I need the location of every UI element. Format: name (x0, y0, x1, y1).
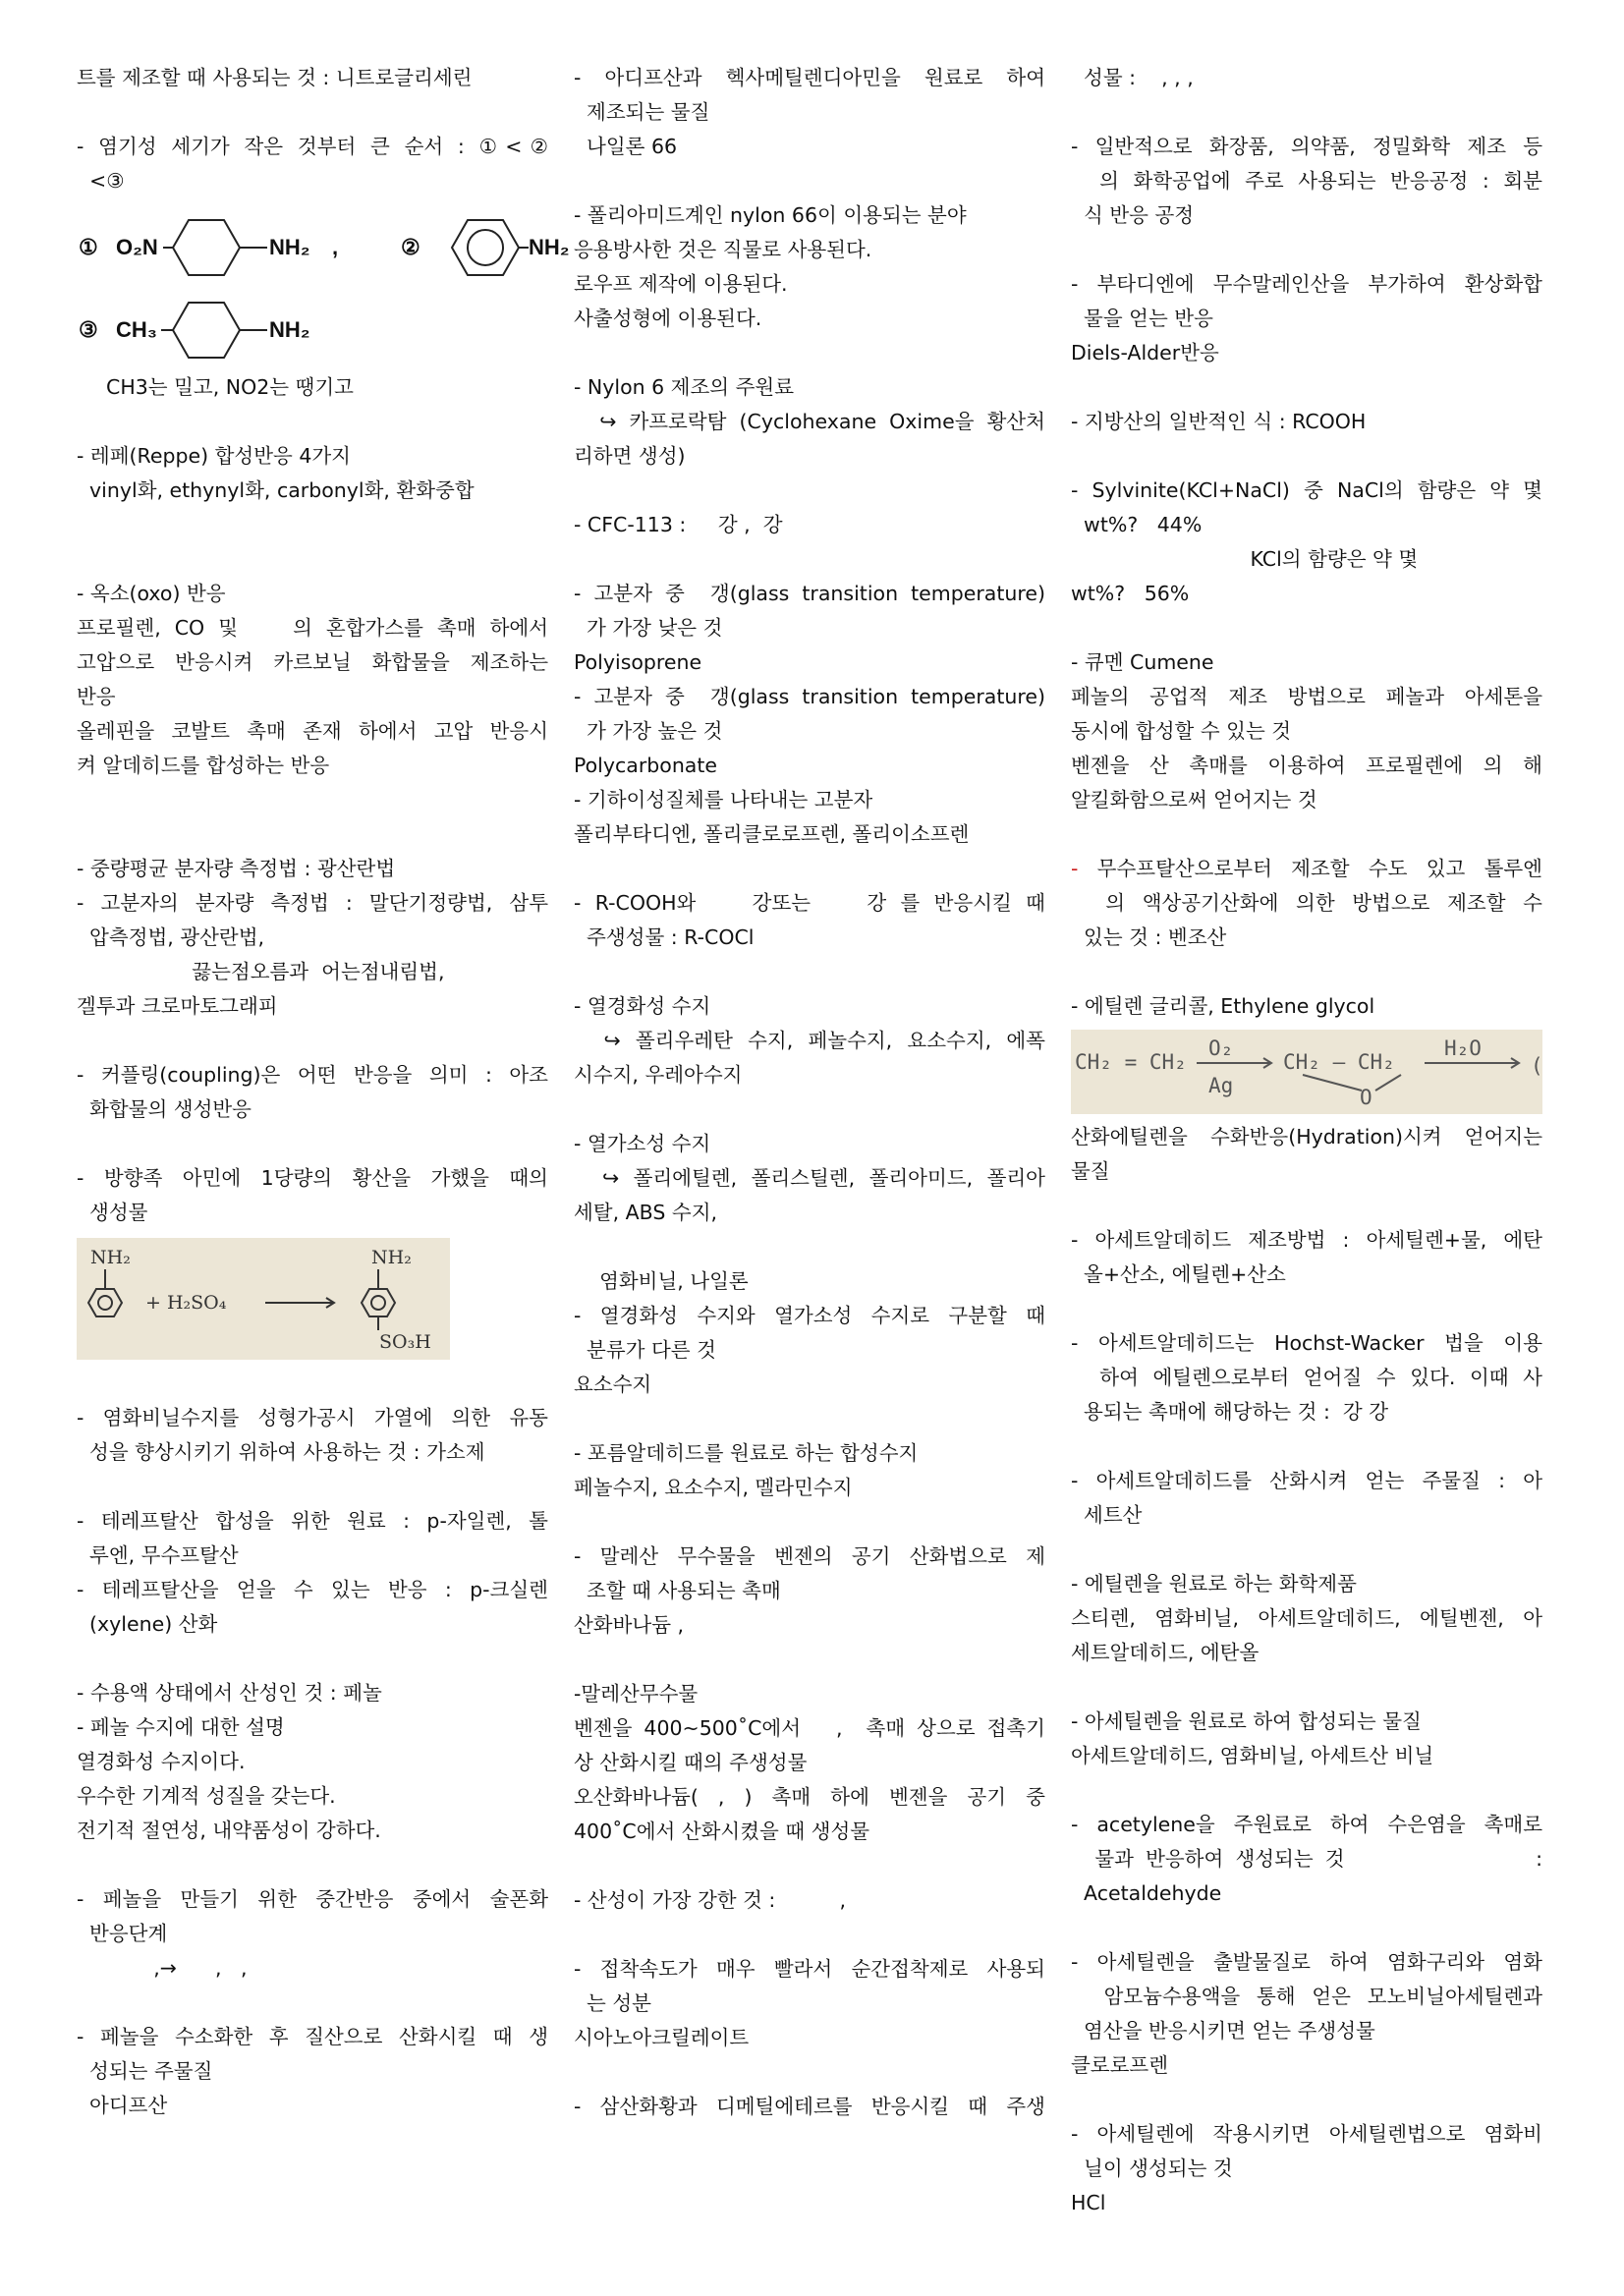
group-nh2-3: NH₂ (269, 317, 310, 342)
note-cfc113 (574, 508, 1045, 542)
note-hochst-wacker (1071, 1326, 1542, 1429)
note-hydration (1071, 1120, 1542, 1189)
text-line: HCl (1071, 2191, 1106, 2214)
note-nylon66 (574, 61, 1045, 164)
text-line (1071, 852, 1542, 886)
paren: ( (1531, 1054, 1542, 1078)
text-line: 주생성물 : R-COCl (574, 925, 755, 949)
text-line: 켜 알데히드를 합성하는 반응 (77, 754, 330, 777)
text-line: 의 화학공업에 주로 사용되는 반응공정 : 회분 (1071, 169, 1542, 193)
text-line: 성물 : , , , (1071, 66, 1194, 89)
text-line: - 에틸렌을 원료로 하는 화학제품 (1071, 1572, 1357, 1596)
text-line: 조할 때 사용되는 촉매 (574, 1579, 781, 1602)
text-line: 화합물의 생성반응 (77, 1097, 252, 1121)
note-diels-alder (1071, 267, 1542, 370)
text-line (574, 1230, 1045, 1264)
red-dash: - (1071, 857, 1079, 880)
note-terephthalic-acid (77, 1504, 548, 1642)
benzene-ring-1 (173, 220, 240, 275)
text-line: - 방향족 아민에 1당량의 황산을 가했을 때의 (77, 1166, 548, 1190)
sulfonation-reaction-figure (77, 1238, 548, 1360)
text-line: - 아세틸렌을 출발물질로 하여 염화구리와 염화 (1071, 1950, 1542, 1974)
text-line: 클로로프렌 (1071, 2053, 1169, 2077)
text-line: 가 가장 높은 것 (574, 719, 723, 743)
note-push-pull (77, 370, 548, 405)
text-line: -말레산무수물 (574, 1682, 699, 1706)
text-line: 반응단계 (77, 1922, 168, 1945)
text-line: 로우프 제작에 이용된다. (574, 272, 788, 296)
group-ch3: CH₃ (116, 317, 157, 342)
ethylene: CH₂ = CH₂ (1075, 1050, 1187, 1074)
note-glass-transition (574, 577, 1045, 852)
note-oxo-reaction (77, 577, 548, 783)
text-line: - 중량평균 분자량 측정법 : 광산란법 (77, 857, 396, 880)
text-line: wt%? 56% (1071, 582, 1190, 605)
note-batch-process (1071, 130, 1542, 233)
text-line: - 말레산 무수물을 벤젠의 공기 산화법으로 제 (574, 1544, 1045, 1568)
text-line: - 페놀 수지에 대한 설명 (77, 1715, 285, 1739)
text-line: 제조되는 물질 (574, 100, 710, 124)
note-nylon66-uses (574, 198, 1045, 336)
text-line: - 삼산화황과 디메틸에테르를 반응시킬 때 주생 (574, 2095, 1045, 2118)
note-main-product (1071, 61, 1542, 95)
note-aromatic-amine (77, 1161, 548, 1230)
ethylene-oxide-svg (1071, 1030, 1542, 1114)
label-2: ② (401, 235, 420, 259)
ethylene-oxide: CH₂ – CH₂ (1283, 1050, 1395, 1074)
text-line: - Sylvinite(KCl+NaCl) 중 NaCl의 함량은 약 몇 (1071, 478, 1542, 502)
note-phenol-resin (77, 1676, 548, 1848)
note-chloroprene (1071, 1945, 1542, 2083)
text-line: - 에틸렌 글리콜, Ethylene glycol (1071, 994, 1375, 1018)
group-nh2-1: NH₂ (269, 235, 310, 259)
text-line: 리하면 생성) (574, 444, 686, 468)
text-line: - 레페(Reppe) 합성반응 4가지 (77, 444, 351, 468)
text-line: 우수한 기계적 성질을 갖는다. (77, 1784, 336, 1808)
text-line: Polycarbonate (574, 754, 718, 777)
reagent-o2: O₂ (1208, 1036, 1234, 1060)
text-line: 생성물 (77, 1201, 148, 1224)
label-1: ① (79, 235, 98, 259)
text-line: - 큐멘 Cumene (1071, 650, 1214, 674)
text-line: 벤젠을 400~500˚C에서 , 촉매 상으로 접촉기 (574, 1716, 1045, 1740)
text-line: 닐이 생성되는 것 (1071, 2156, 1233, 2180)
text-line: 끓는점오름과 어는점내림법, (77, 960, 445, 983)
benzene-ring-3 (173, 303, 240, 358)
nh2-right: NH₂ (371, 1247, 412, 1268)
note-sulfur-trioxide (574, 2090, 1045, 2124)
catalyst-ag: Ag (1208, 1074, 1234, 1097)
structures-svg (77, 213, 588, 361)
text-line: - 고분자 중 갱(glass transition temperature) (574, 582, 1045, 605)
text-line: 프로필렌, CO 및 의 혼합가스를 촉매 하에서 (77, 616, 548, 640)
text-line: - Nylon 6 제조의 주원료 (574, 375, 795, 399)
text-line: KCl의 함량은 약 몇 (1071, 547, 1419, 571)
note-basicity-order (77, 130, 548, 198)
text-line: 상 산화시킬 때의 주생성물 (574, 1751, 808, 1774)
text-line: - 염화비닐수지를 성형가공시 가열에 의한 유동 (77, 1406, 548, 1429)
text-line: - 테레프탈산을 얻을 수 있는 반응 : p-크실렌 (77, 1578, 548, 1601)
text-line: wt%? 44% (1071, 513, 1203, 536)
text-line: - 일반적으로 화장품, 의약품, 정밀화학 제조 등 (1071, 135, 1542, 158)
text-line: 분류가 다른 것 (574, 1338, 716, 1362)
label-3: ③ (79, 317, 98, 342)
text-line: - R-COOH와 강또는 강 를 반응시킬 때 (574, 891, 1045, 915)
text-line: - 고분자의 분자량 측정법 : 말단기정량법, 삼투 (77, 891, 548, 915)
text-line: CH3는 밀고, NO2는 땡기고 (106, 375, 354, 399)
text-line: 고압으로 반응시켜 카르보닐 화합물을 제조하는 (77, 650, 548, 674)
text-line: 올레핀을 코발트 촉매 존재 하에서 고압 반응시 (77, 719, 548, 743)
ethylene-oxide-reaction-figure (1071, 1030, 1542, 1114)
text-line: 세트알데히드, 에탄올 (1071, 1641, 1260, 1664)
text-line: Acetaldehyde (1071, 1881, 1222, 1905)
text-line: ,→ , , (77, 1956, 248, 1980)
text-line: 시수지, 우레아수지 (574, 1063, 743, 1087)
note-molecular-weight (77, 852, 548, 1024)
note-acyl-chloride (574, 886, 1045, 955)
text-line: 전기적 절연성, 내약품성이 강하다. (77, 1819, 381, 1842)
text-line: - 열경화성 수지 (574, 994, 711, 1018)
text-line: vinyl화, ethynyl화, carbonyl화, 환화중합 (77, 478, 475, 502)
note-strongest-acid (574, 1883, 1045, 1918)
text-line: - 고분자 중 갱(glass transition temperature) (574, 685, 1045, 708)
text-line: 반응 (77, 685, 116, 708)
note-ethylene-products (1071, 1567, 1542, 1670)
text-line: 세트산 (1071, 1503, 1143, 1527)
text-line: 오산화바나듐( , ) 촉매 하에 벤젠을 공기 중 (574, 1785, 1045, 1809)
text-line: 성되는 주물질 (77, 2059, 213, 2083)
text-line: 동시에 합성할 수 있는 것 (1071, 719, 1292, 743)
text-line: - 페놀을 수소화한 후 질산으로 산화시킬 때 생 (77, 2025, 548, 2048)
nh2-left: NH₂ (90, 1247, 131, 1268)
text-line: 스티렌, 염화비닐, 아세트알데히드, 에틸벤젠, 아 (1071, 1606, 1542, 1630)
reagent-h2o: H₂O (1444, 1036, 1482, 1060)
text-line: 물질 (1071, 1159, 1110, 1183)
aniline-structures-figure (77, 213, 570, 361)
text-line: 벤젠을 산 촉매를 이용하여 프로필렌에 의 해 (1071, 754, 1542, 777)
note-fatty-acid (1071, 405, 1542, 439)
text-line: 압측정법, 광산란법, (77, 925, 265, 949)
text-line: - 테레프탈산 합성을 위한 원료 : p-자일렌, 톨 (77, 1509, 548, 1533)
text-line: - 지방산의 일반적인 식 : RCOOH (1071, 410, 1367, 433)
note-sulfonation-step (77, 1882, 548, 1986)
note-thermoplastic (574, 1127, 1045, 1402)
note-nylon6 (574, 370, 1045, 474)
text-line: - CFC-113 : 강 , 강 (574, 513, 783, 536)
column-2 (574, 61, 1045, 2158)
text-line: - 폴리아미드계인 nylon 66이 이용되는 분야 (574, 203, 967, 227)
text-line: - 옥소(oxo) 반응 (77, 582, 226, 605)
text-line: 있는 것 : 벤조산 (1071, 925, 1227, 949)
note-benzoic-acid (1071, 852, 1542, 955)
text-line: 올+산소, 에틸렌+산소 (1071, 1262, 1286, 1286)
note-thermoset (574, 989, 1045, 1092)
column-3 (1071, 61, 1542, 2255)
text-line: 산화바나듐 , (574, 1613, 685, 1637)
text-line: 성을 향상시키기 위하여 사용하는 것 : 가소제 (77, 1440, 485, 1464)
note-ethylene-glycol (1071, 989, 1542, 1024)
text-line: 용되는 촉매에 해당하는 것 : 강 강 (1071, 1400, 1389, 1424)
text-line: Polyisoprene (574, 650, 702, 674)
text-line: 겔투과 크로마토그래피 (77, 994, 278, 1018)
note-acetaldehyde-methods (1071, 1223, 1542, 1292)
text-line: 페놀의 공업적 제조 방법으로 페놀과 아세톤을 (1071, 685, 1542, 708)
text-line: - 아세트알데히드를 산화시켜 얻는 주물질 : 아 (1071, 1469, 1542, 1492)
text-line: ↪ 카프로락탐 (Cyclohexane Oxime을 황산처 (574, 410, 1045, 433)
text-line: 암모늄수용액을 통해 얻은 모노비닐아세틸렌과 (1071, 1985, 1542, 2008)
text-line: 아세트알데히드, 염화비닐, 아세트산 비닐 (1071, 1744, 1434, 1767)
text-line: 염화비닐, 나일론 (574, 1269, 749, 1293)
text-line: 식 반응 공정 (1071, 203, 1195, 227)
text-line: - acetylene을 주원료로 하여 수은염을 촉매로 (1071, 1813, 1542, 1836)
note-acetylene-products (1071, 1705, 1542, 1773)
so3h: SO₃H (379, 1331, 431, 1353)
note-maleic-catalyst (574, 1540, 1045, 1643)
plus-h2so4: + H₂SO₄ (145, 1292, 227, 1314)
text-line: (xylene) 산화 (77, 1612, 218, 1636)
text-line: 트를 제조할 때 사용되는 것 : 니트로글리세린 (77, 66, 473, 89)
benzene-ring-2 (452, 220, 519, 275)
text-line: - 커플링(coupling)은 어떤 반응을 의미 : 아조 (77, 1063, 548, 1087)
text-line: - 수용액 상태에서 산성인 것 : 페놀 (77, 1681, 382, 1705)
text-line: 세탈, ABS 수지, (574, 1201, 718, 1224)
text-line: <③ (77, 169, 125, 193)
text-line: 400˚C에서 산화시켰을 때 생성물 (574, 1820, 870, 1843)
text-line: 알킬화함으로써 얻어지는 것 (1071, 788, 1317, 812)
group-nh2-2: NH₂ (529, 235, 570, 259)
text-line: - 열경화성 수지와 열가소성 수지로 구분할 때 (574, 1304, 1045, 1327)
text-line: ↪ 폴리우레탄 수지, 페놀수지, 요소수지, 에폭 (574, 1029, 1045, 1052)
note-reppe (77, 439, 548, 508)
text-line: - 페놀을 만들기 위한 중간반응 중에서 술폰화 (77, 1887, 548, 1911)
note-adipic-acid (77, 2020, 548, 2123)
text-line: - 산성이 가장 강한 것 : , (574, 1888, 846, 1912)
text-line: 폴리부타디엔, 폴리클로로프렌, 폴리이소프렌 (574, 822, 970, 846)
text-line: 응용방사한 것은 직물로 사용된다. (574, 238, 872, 261)
text-line: - 아세트알데히드는 Hochst-Wacker 법을 이용 (1071, 1331, 1542, 1355)
note-cumene (1071, 645, 1542, 817)
text-line: ↪ 폴리에틸렌, 폴리스틸렌, 폴리아미드, 폴리아 (574, 1166, 1045, 1190)
text-line: - 아세틸렌을 원료로 하여 합성되는 물질 (1071, 1709, 1422, 1733)
text-line: 는 성분 (574, 1991, 651, 2015)
text-line: 페놀수지, 요소수지, 멜라민수지 (574, 1476, 853, 1499)
text-line: 사출성형에 이용된다. (574, 307, 762, 330)
text-line: - 포름알데히드를 원료로 하는 합성수지 (574, 1441, 919, 1465)
text-line: 나일론 66 (574, 135, 678, 158)
note-maleic-anhydride (574, 1677, 1045, 1849)
note-instant-adhesive (574, 1952, 1045, 2055)
text-line: - 아세틸렌에 작용시키면 아세틸렌법으로 염화비 (1071, 2122, 1542, 2146)
text-line: 요소수지 (574, 1372, 652, 1396)
text-line: 물과 반응하여 생성되는 것 : (1071, 1847, 1542, 1871)
note-nitroglycerin (77, 61, 548, 95)
oxygen-bridge: O (1360, 1086, 1372, 1109)
text-line: - 염기성 세기가 작은 것부터 큰 순서 : ①<② (77, 135, 548, 158)
text-fragment: 무수프탈산으로부터 제조할 수도 있고 톨루엔 (1096, 857, 1542, 880)
text-line: Diels-Alder반응 (1071, 341, 1219, 364)
text-line: 루엔, 무수프탈산 (77, 1543, 239, 1567)
note-sylvinite (1071, 474, 1542, 611)
text-line: 염산을 반응시키면 얻는 주생성물 (1071, 2019, 1375, 2043)
comma: , (332, 235, 339, 259)
column-1 (77, 61, 570, 2157)
text-line: - 기하이성질체를 나타내는 고분자 (574, 788, 873, 812)
text-line: - 접착속도가 매우 빨라서 순간접착제로 사용되 (574, 1957, 1045, 1981)
text-line: - 아세트알데히드 제조방법 : 아세틸렌+물, 에탄 (1071, 1228, 1542, 1252)
note-vinyl-chloride (1071, 2117, 1542, 2220)
note-coupling (77, 1058, 548, 1127)
text-line: - 열가소성 수지 (574, 1132, 711, 1155)
text-line: 하여 에틸렌으로부터 얻어질 수 있다. 이때 사 (1071, 1366, 1542, 1389)
note-formaldehyde-resins (574, 1436, 1045, 1505)
text-line: 시아노아크릴레이트 (574, 2026, 750, 2049)
text-line: - 부타디엔에 무수말레인산을 부가하여 환상화합 (1071, 272, 1542, 296)
text-line: - 아디프산과 헥사메틸렌디아민을 원료로 하여 (574, 66, 1045, 89)
note-acetaldehyde-from-acetylene (1071, 1808, 1542, 1911)
sulfonation-svg (77, 1238, 450, 1360)
text-line: 물을 얻는 반응 (1071, 307, 1213, 330)
text-line: 열경화성 수지이다. (77, 1750, 246, 1773)
text-line: 아디프산 (77, 2094, 168, 2117)
text-line: 가 가장 낮은 것 (574, 616, 723, 640)
note-plasticizer (77, 1401, 548, 1470)
group-no2: O₂N (116, 235, 158, 259)
text-line: 의 액상공기산화에 의한 방법으로 제조할 수 (1071, 891, 1542, 915)
text-line: 산화에틸렌을 수화반응(Hydration)시켜 얻어지는 (1071, 1125, 1542, 1148)
note-acetic-acid (1071, 1464, 1542, 1533)
